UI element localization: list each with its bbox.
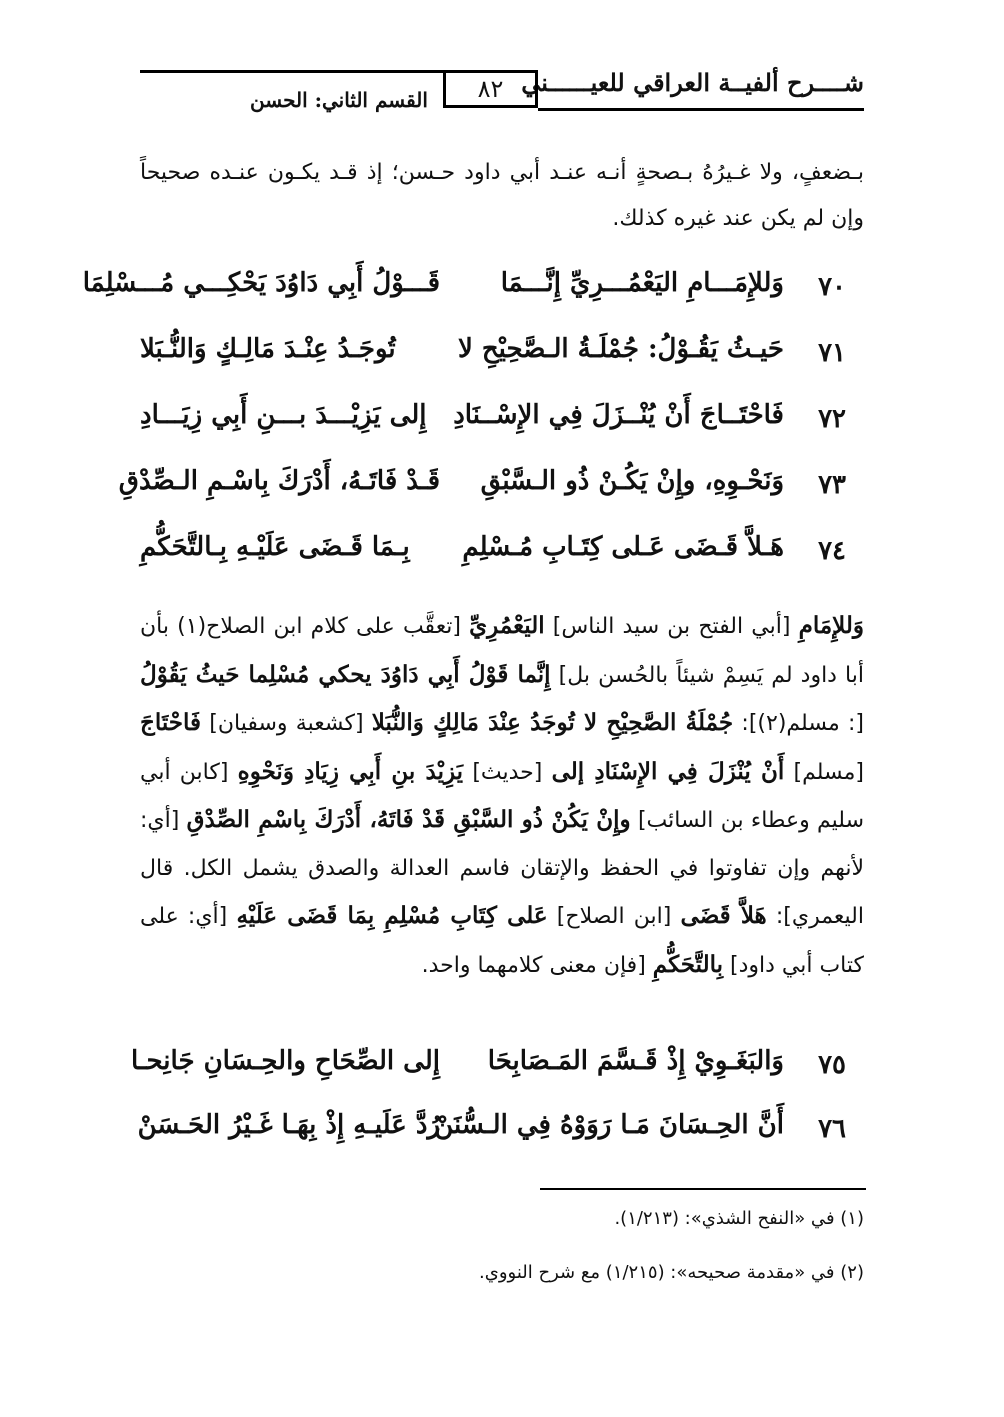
verse-second-hemistich: بِـمَا قَـضَى عَلَيْـهِ بِـالتَّحَكُّمِ xyxy=(140,532,410,562)
verse-number: ٧١ xyxy=(818,338,846,368)
verse-quote: أَنْ يُنْزَلَ فِي الإِسْنَادِ إلى xyxy=(551,757,785,785)
verse-row xyxy=(140,528,864,584)
verse-quote: إِنَّما قَوْلُ أَبِي دَاوُدَ يحكي مُسْلِما حَيثُ يَقُوْلُ xyxy=(140,660,551,688)
intro-paragraph xyxy=(140,150,864,242)
book-title: شــــرح ألفيــة العراقي للعيــــــني xyxy=(521,68,864,97)
commentary-segment: [أي: على كتاب أبي داود] xyxy=(140,904,864,978)
commentary-segment: [كشعبة وسفيان] xyxy=(201,711,372,736)
commentary-segment: [مسلم] xyxy=(784,759,865,785)
verse-row xyxy=(140,330,864,386)
commentary-segment: [تعقَّب على كلام ابن الصلاح(١) بأن أبا داود لم يَسِمْ شيئاً بالحُسن بل] xyxy=(140,614,864,688)
footnote: (٢) في «مقدمة صحيحه»: (١/٢١٥) مع شرح النووي. xyxy=(479,1262,864,1283)
verse-quote: هَلاَّ قَضَى xyxy=(680,902,767,929)
commentary-segment: [فإن معنى كلامهما واحد. xyxy=(421,952,653,978)
verse-row xyxy=(137,1106,864,1162)
section-title: القسم الثاني: الحسن xyxy=(250,88,428,112)
verse-quote: فَاحْتَاجَ xyxy=(140,709,202,736)
commentary-paragraph xyxy=(140,602,864,989)
verse-first-hemistich: وَللإِمَـــامِ اليَعْمُـــرِيِّ إِنَّـــمَا xyxy=(500,268,784,298)
verse-row xyxy=(118,462,864,518)
commentary-segment: [أبي الفتح بن سيد الناس] xyxy=(544,614,799,639)
verse-first-hemistich: فَاحْتَــاجَ أَنْ يُنْــزَلَ فِي الإِسْــنَادِ xyxy=(453,400,784,430)
verse-row xyxy=(140,396,864,452)
commentary-segment: [ابن الصلاح] xyxy=(547,904,681,929)
verse-quote: اليَعْمُرِيِّ xyxy=(469,612,545,639)
verse-number: ٧٠ xyxy=(818,272,846,302)
verse-row xyxy=(82,264,864,320)
verse-first-hemistich: هَـلاَّ قَـضَى عَـلى كِتَـابِ مُـسْلِمِ xyxy=(462,532,784,562)
commentary-segment: [حديث] xyxy=(463,759,552,785)
verse-quote: جُمْلَةُ الصَّحِيْحِ لا تُوجَدُ عِنْدَ مَالِكٍ وَالنُّبَلا xyxy=(371,709,734,736)
verse-quote: يَزِيْدَ بنِ أَبِي زِيَادِ وَنَحْوِهِ xyxy=(237,757,464,785)
verse-quote: عَلى كِتَابِ مُسْلِمِ بِمَا قَضَى عَلَيْهِ xyxy=(236,902,548,929)
verse-number: ٧٢ xyxy=(818,404,846,434)
verse-second-hemistich: قَـدْ فَاتَـهُ، أَدْرَكَ بِاسْـمِ الـصِّدْقِ xyxy=(118,466,440,496)
commentary-text xyxy=(140,602,864,989)
commentary-segment: [أي: لأنهم وإن تفاوتوا في الحفظ والإتقان فاسم العدالة والصدق يشمل الكل. قال اليعمري]: xyxy=(140,808,865,929)
verse-number: ٧٥ xyxy=(818,1050,846,1080)
commentary-segment: [: مسلم(٢)]: xyxy=(733,711,864,736)
verse-second-hemistich: تُوجَـدُ عِنْـدَ مَالِـكٍ وَالنُّـبَلا xyxy=(140,334,396,364)
footnote-separator xyxy=(540,1188,866,1190)
verse-quote: بِالتَّحَكُّمِ xyxy=(652,950,723,978)
verse-quote: وإِنْ يَكُنْ ذُو السَّبْقِ قَدْ فَاتَهُ، أَدْرَكَ بِاسْمِ الصِّدْقِ xyxy=(186,806,631,833)
verse-number: ٧٣ xyxy=(818,470,846,500)
verse-row xyxy=(130,1042,864,1098)
header-rule-left xyxy=(140,70,443,73)
page-number: ٨٢ xyxy=(443,70,538,108)
footnote: (١) في «النفح الشذي»: (١/٢١٣). xyxy=(614,1208,864,1229)
verse-first-hemistich: وَالبَغَـوِيْ إِذْ قَـسَّمَ المَـصَابِحَا xyxy=(487,1046,784,1076)
verse-number: ٧٤ xyxy=(818,536,846,566)
verse-first-hemistich: وَنَحْـوِهِ، وإِنْ يَكُـنْ ذُو الـسَّبْقِ xyxy=(480,466,784,496)
commentary-segment: [كابن أبي سليم وعطاء بن السائب] xyxy=(140,759,864,833)
intro-text: بـضعفٍ، ولا غـيرُهُ بـصحةٍ أنـه عنـد أبي داود حـسن؛ إذ قـد يكـون عنـده صحيحاً وإن لم يكن عند غيره كذلك. xyxy=(140,160,864,231)
header-rule-right xyxy=(538,108,864,111)
verse-first-hemistich: أَنَّ الحِـسَانَ مَـا رَوَوْهُ فِي الـسُّنَنْ xyxy=(434,1110,784,1140)
verse-number: ٧٦ xyxy=(818,1114,846,1144)
verse-second-hemistich: إِلى الصِّحَاحِ والحِـسَانِ جَانِحـا xyxy=(130,1046,440,1076)
verse-second-hemistich: رُدَّ عَلَيـهِ إِذْ بِهَـا غَـيْرُ الحَـسَنْ xyxy=(137,1110,440,1140)
verse-second-hemistich: قَـــوْلُ أَبِي دَاوُدَ يَحْكِـــي مُـــسْلِمَا xyxy=(82,268,440,298)
verse-first-hemistich: حَيـثُ يَقُـوْلُ: جُمْلَـةُ الـصَّحِيْحِ لا xyxy=(457,334,784,364)
verse-quote: وَللإِمَامِ xyxy=(798,612,864,639)
verse-second-hemistich: إِلى يَزِيْـــدَ بـــنِ أَبِي زِيَـــادِ xyxy=(140,400,427,430)
